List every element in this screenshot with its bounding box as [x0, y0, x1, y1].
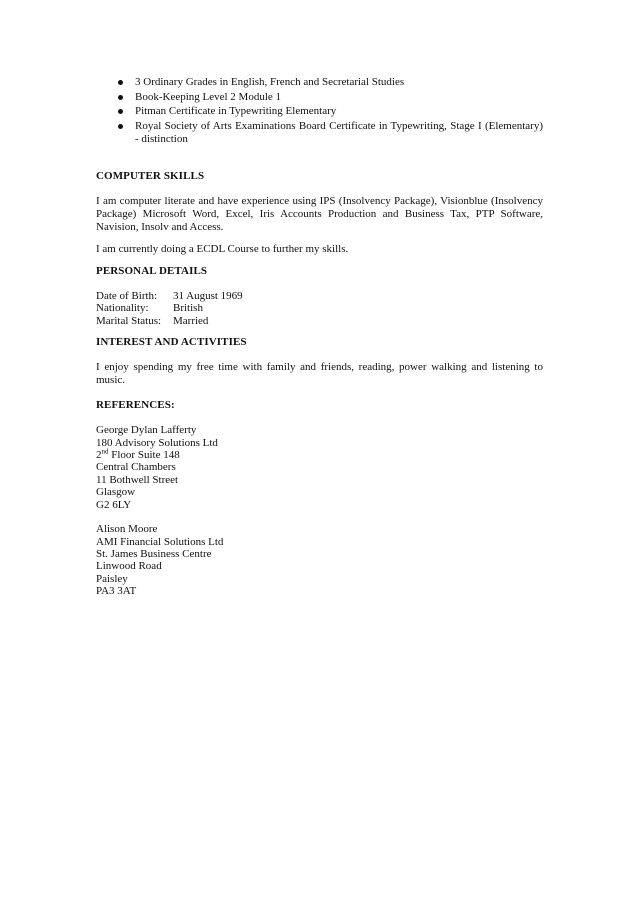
reference-company: 180 Advisory Solutions Ltd — [96, 436, 218, 449]
bullet-icon — [118, 95, 123, 100]
reference-address-line: Glasgow — [96, 486, 136, 499]
list-item — [96, 120, 543, 146]
interests-heading: INTEREST AND ACTIVITIES — [96, 336, 247, 349]
reference-address-line: St. James Business Centre — [96, 547, 212, 560]
reference-postcode: PA3 3AT — [96, 585, 137, 598]
floor-rest: Floor Suite 148 — [108, 449, 180, 462]
reference-name: Alison Moore — [96, 523, 158, 536]
reference-address-line: 11 Bothwell Street — [96, 473, 179, 486]
reference-name: George Dylan Lafferty — [96, 424, 197, 437]
personal-details-table — [96, 290, 243, 328]
reference-1 — [96, 424, 543, 511]
detail-label: Date of Birth: — [96, 289, 158, 302]
interests-paragraph: I enjoy spending my free time with family and friends, reading, power walking and listening to music. — [96, 361, 543, 387]
qualification-text: Royal Society of Arts Examinations Board Certificate in Typewriting, Stage I (Elementary) - distinction — [135, 120, 543, 146]
detail-label: Marital Status: — [96, 314, 162, 327]
computer-skills-paragraph: I am computer literate and have experience using IPS (Insolvency Package), Visionblue (Insolvency Package) Microsoft Word, Excel, Iris Accounts Production and Business Tax, PTP Software, Navision, Insolv and Access. — [96, 194, 543, 233]
ecdl-paragraph: I am currently doing a ECDL Course to further my skills. — [96, 242, 349, 255]
reference-address-line — [96, 449, 543, 461]
qualification-text: Book-Keeping Level 2 Module 1 — [135, 90, 282, 103]
reference-company: AMI Financial Solutions Ltd — [96, 535, 224, 548]
qualification-text: 3 Ordinary Grades in English, French and Secretarial Studies — [135, 76, 405, 88]
references-heading: REFERENCES: — [96, 399, 175, 412]
reference-address-line: Central Chambers — [96, 461, 176, 474]
table-row — [96, 315, 243, 328]
floor-number: 2 — [96, 449, 102, 462]
reference-2 — [96, 523, 543, 597]
detail-value: British — [173, 302, 203, 315]
qualification-text: Pitman Certificate in Typewriting Elementary — [135, 105, 337, 118]
cv-content — [96, 76, 543, 598]
list-item — [96, 105, 543, 118]
qualifications-list — [96, 76, 543, 146]
bullet-icon — [118, 80, 123, 85]
reference-postcode: G2 6LY — [96, 498, 132, 511]
reference-address-line: Linwood Road — [96, 560, 162, 573]
table-row — [96, 290, 243, 303]
personal-details-heading: PERSONAL DETAILS — [96, 264, 208, 277]
bullet-icon — [118, 109, 123, 114]
reference-address-line: Paisley — [96, 572, 128, 585]
detail-value: 31 August 1969 — [173, 289, 243, 302]
computer-skills-heading: COMPUTER SKILLS — [96, 169, 205, 182]
floor-suffix: nd — [101, 447, 109, 456]
list-item — [96, 91, 543, 104]
bullet-icon — [118, 124, 123, 129]
list-item — [96, 76, 543, 89]
detail-label: Nationality: — [96, 302, 149, 315]
table-row — [96, 302, 243, 315]
detail-value: Married — [173, 314, 209, 327]
